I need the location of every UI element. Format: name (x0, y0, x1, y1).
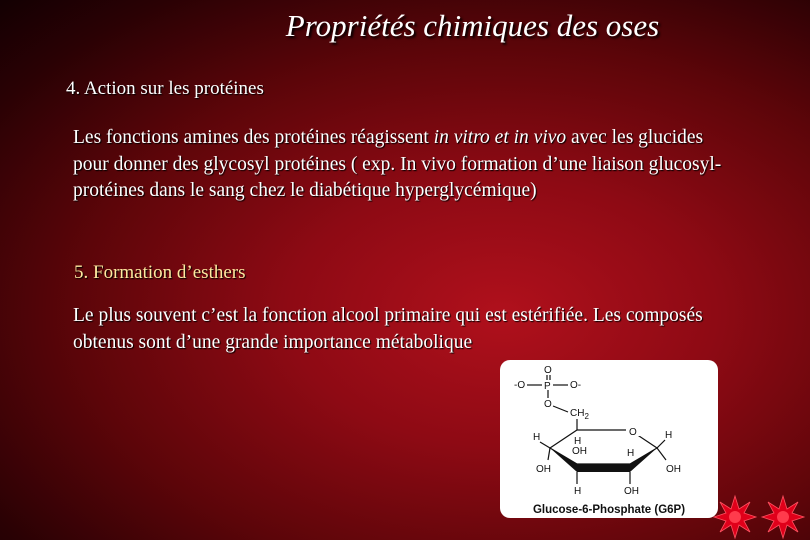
ring-bold-edge (550, 448, 657, 472)
section-5-heading: 5. Formation d’esthers (74, 262, 246, 283)
section-4-text-italic: in vitro et in vivo (433, 127, 567, 148)
bond-c4-h (540, 442, 550, 448)
bond-c1-oh (657, 448, 666, 460)
figure-caption: Glucose-6-Phosphate (G6P) (532, 504, 686, 516)
bond-c4-oh (548, 448, 550, 460)
label-o-link: O (544, 399, 552, 410)
section-4-text (73, 125, 733, 205)
glucose-6-phosphate-structure (500, 360, 718, 518)
label-oh-c3: OH (572, 446, 587, 457)
section-4-heading: 4. Action sur les protéines (66, 78, 264, 99)
label-oh-c4: OH (536, 464, 551, 475)
label-h-c1: H (665, 430, 673, 441)
label-h-c2: H (627, 448, 635, 459)
structure-diagram (500, 360, 718, 518)
label-o-right: O- (570, 380, 582, 391)
label-oh-c2: OH (624, 486, 639, 497)
label-o-left: -O (514, 380, 526, 391)
label-h-c4: H (533, 432, 541, 443)
bond-c1-h (657, 440, 665, 448)
slide-title: Propriétés chimiques des oses (285, 8, 660, 43)
bond-o-ch2 (553, 406, 568, 412)
section-4-text-b: avec les glucides pour donner des glycosyl protéines ( exp. In vivo formation d’une liaison glucosyl-protéines dans le sang chez le diabétique hyperglycémique) (73, 127, 722, 201)
section-4-text-a: Les fonctions amines des protéines réagissent (73, 127, 434, 148)
red-star-icon (712, 494, 758, 540)
label-o-top: O (544, 365, 552, 376)
section-5-text: Le plus souvent c’est la fonction alcool primaire qui est estérifiée. Les composés obtenus sont d’une grande importance métabolique (73, 305, 703, 353)
label-oh-c1: OH (666, 464, 681, 475)
label-p: P (544, 381, 551, 392)
label-ring-o: O (629, 427, 637, 438)
label-h-c5: H (574, 436, 582, 447)
label-h-c3: H (574, 486, 582, 497)
red-star-icon (760, 494, 806, 540)
label-ch2: $CH_2$ (570, 408, 589, 421)
